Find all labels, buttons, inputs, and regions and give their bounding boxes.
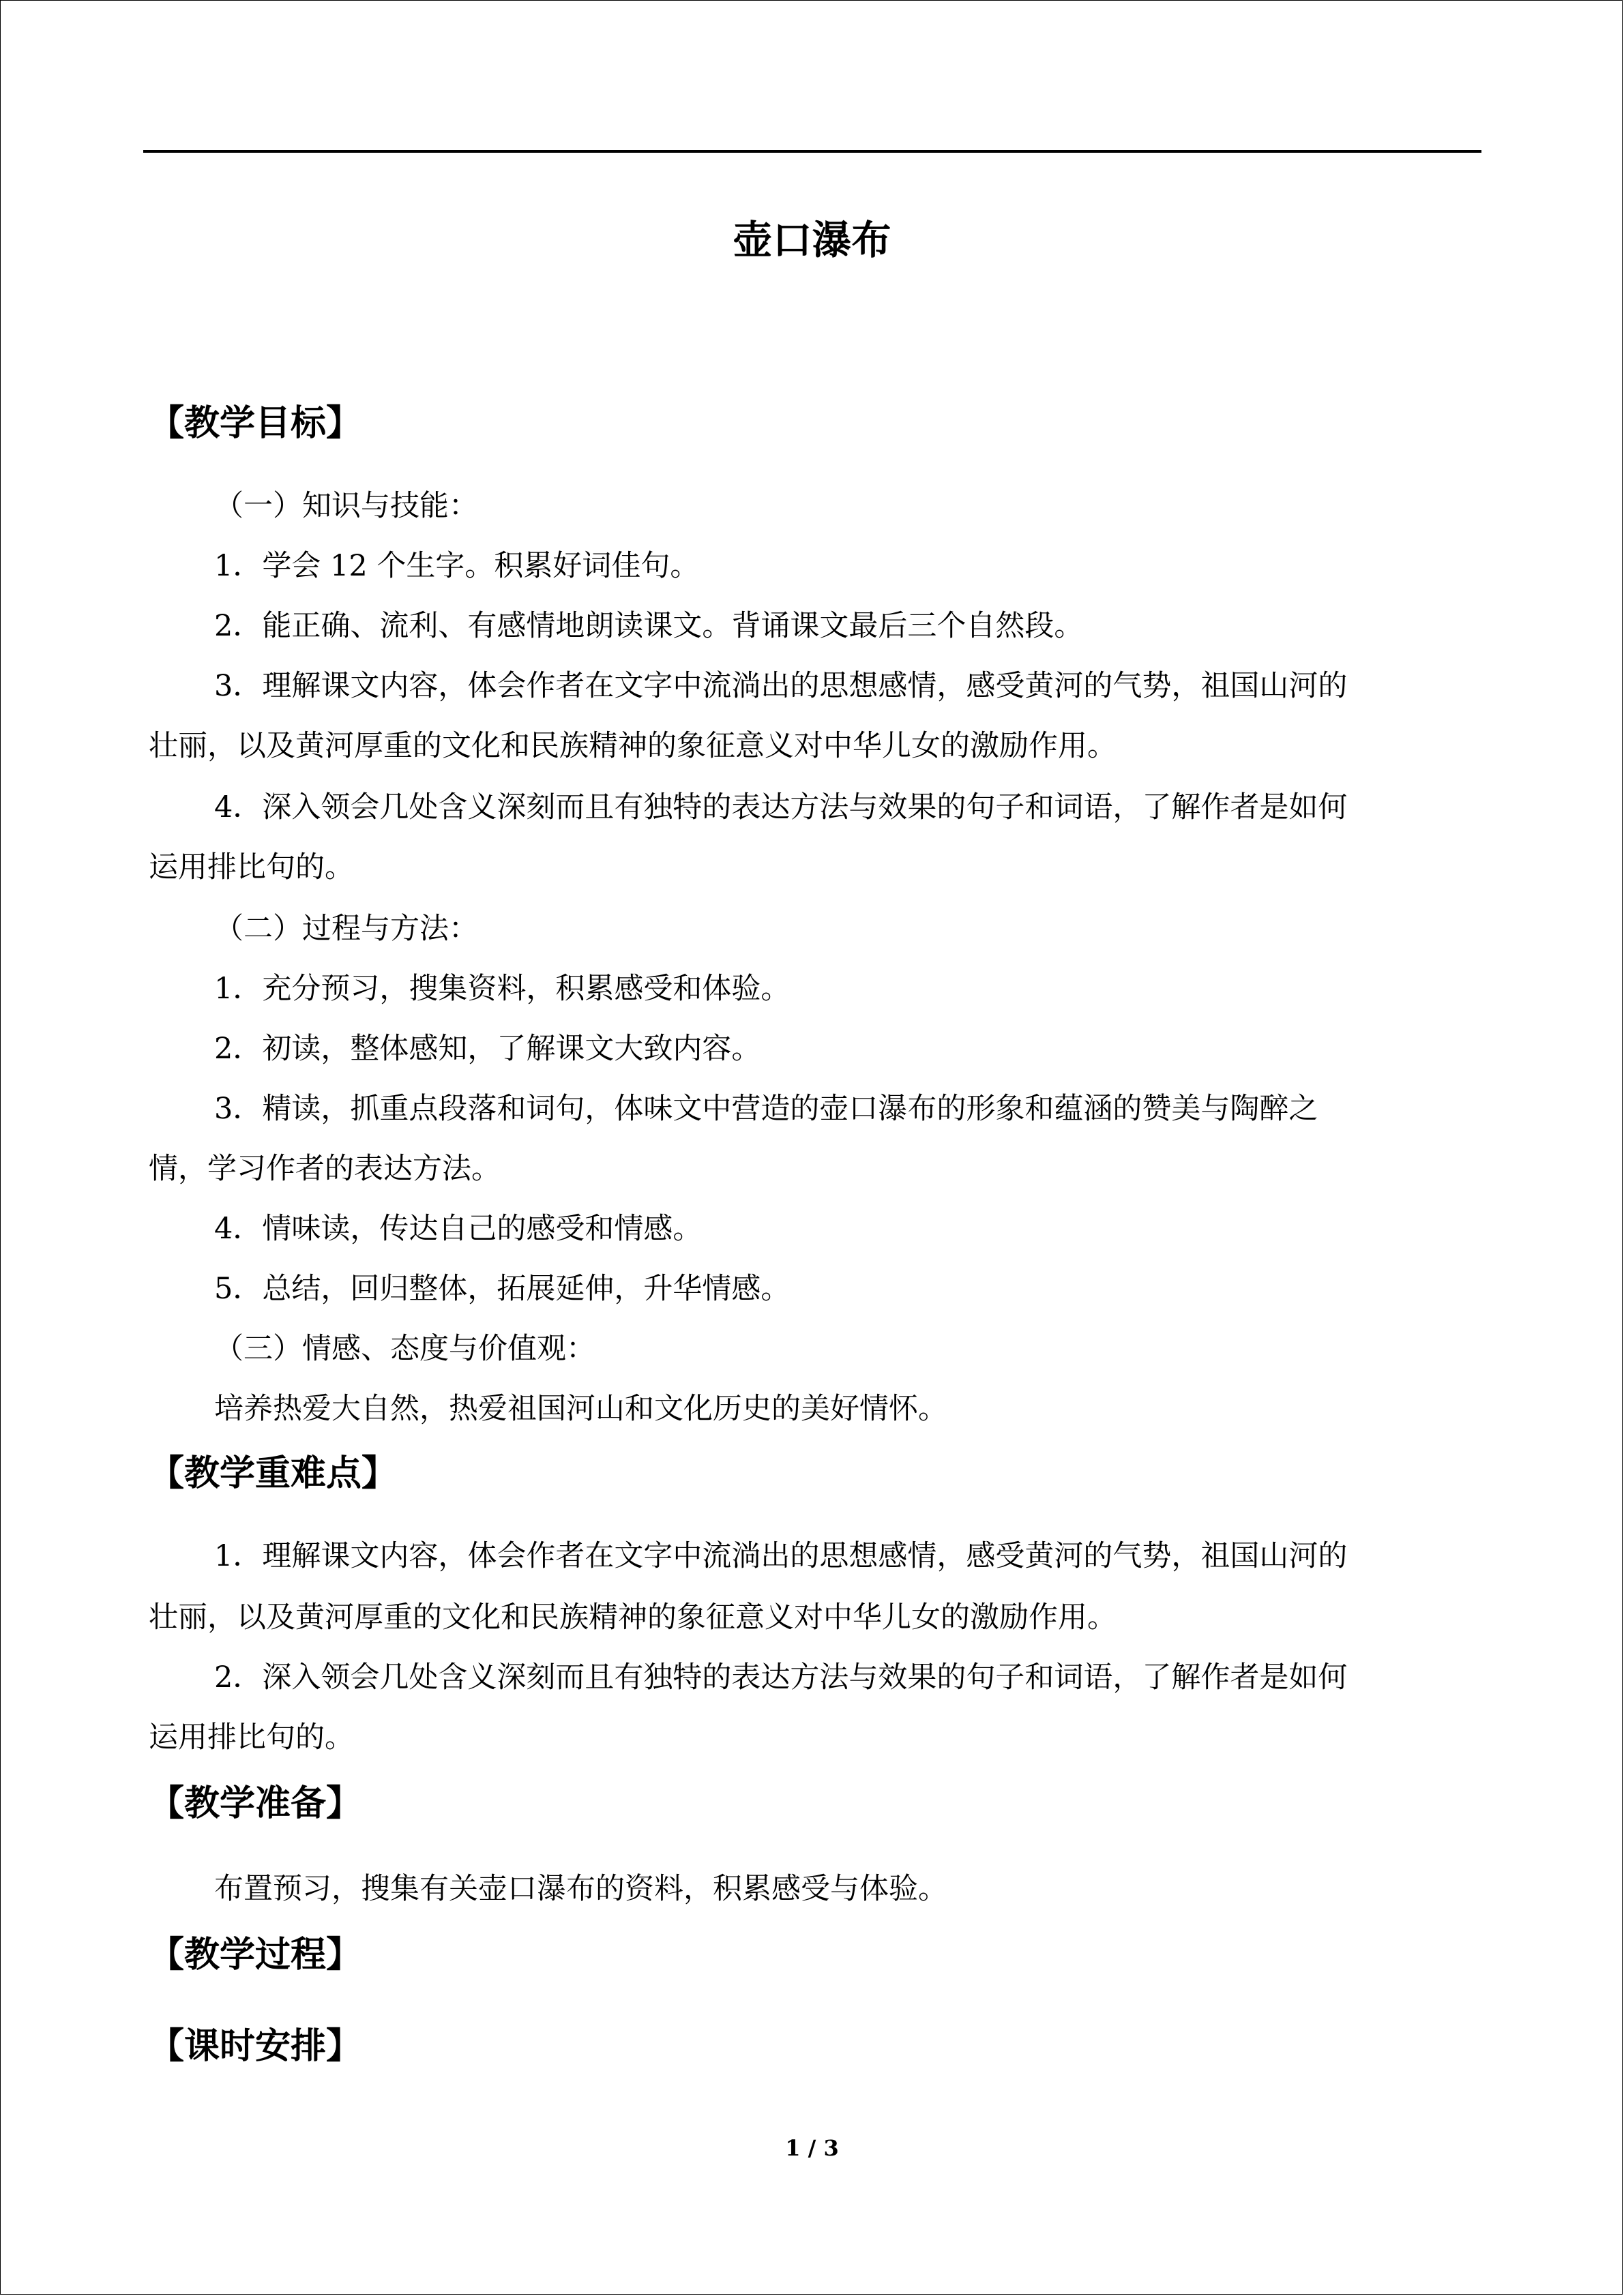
heading-process: 【教学过程】 (149, 1935, 362, 1976)
heading-schedule: 【课时安排】 (149, 2026, 362, 2067)
header-rule (143, 150, 1481, 153)
objectives-part3-text: 培养热爱大自然，热爱祖国河山和文化历史的美好情怀。 (214, 1392, 947, 1426)
objectives-part1-item: 壮丽，以及黄河厚重的文化和民族精神的象征意义对中华儿女的激励作用。 (149, 729, 1117, 763)
key-points-line: 运用排比句的。 (149, 1720, 354, 1755)
objectives-part2-item: 5．总结，回归整体，拓展延伸，升华情感。 (214, 1272, 791, 1306)
document-title: 壶口瀑布 (733, 217, 891, 263)
objectives-part1-label: （一）知识与技能： (214, 489, 478, 523)
key-points-line: 2．深入领会几处含义深刻而且有独特的表达方法与效果的句子和词语，了解作者是如何 (214, 1660, 1348, 1695)
objectives-part1-item: 3．理解课文内容，体会作者在文字中流淌出的思想感情，感受黄河的气势，祖国山河的 (214, 669, 1348, 703)
objectives-part2-item: 2．初读，整体感知，了解课文大致内容。 (214, 1032, 761, 1066)
objectives-part1-item: 4．深入领会几处含义深刻而且有独特的表达方法与效果的句子和词语，了解作者是如何 (214, 790, 1348, 824)
objectives-part2-item: 情，学习作者的表达方法。 (149, 1152, 501, 1186)
objectives-part1-item: 运用排比句的。 (149, 850, 354, 884)
objectives-part2-label: （二）过程与方法： (214, 912, 478, 946)
objectives-part2-item: 4．情味读，传达自己的感受和情感。 (214, 1212, 703, 1246)
key-points-line: 壮丽，以及黄河厚重的文化和民族精神的象征意义对中华儿女的激励作用。 (149, 1600, 1117, 1635)
objectives-part1-item: 1．学会 12 个生字。积累好词佳句。 (214, 549, 700, 583)
page-number: 1 / 3 (785, 2135, 839, 2161)
heading-preparation: 【教学准备】 (149, 1783, 362, 1824)
heading-objectives: 【教学目标】 (149, 403, 362, 444)
objectives-part1-item: 2．能正确、流利、有感情地朗读课文。背诵课文最后三个自然段。 (214, 609, 1084, 643)
objectives-part2-item: 1．充分预习，搜集资料，积累感受和体验。 (214, 972, 791, 1006)
objectives-part3-label: （三）情感、态度与价值观： (214, 1332, 595, 1366)
preparation-text: 布置预习，搜集有关壶口瀑布的资料，积累感受与体验。 (214, 1872, 947, 1906)
key-points-line: 1．理解课文内容，体会作者在文字中流淌出的思想感情，感受黄河的气势，祖国山河的 (214, 1539, 1348, 1573)
heading-key-points: 【教学重难点】 (149, 1453, 398, 1494)
objectives-part2-item: 3．精读，抓重点段落和词句，体味文中营造的壶口瀑布的形象和蕴涵的赞美与陶醉之 (214, 1092, 1318, 1126)
